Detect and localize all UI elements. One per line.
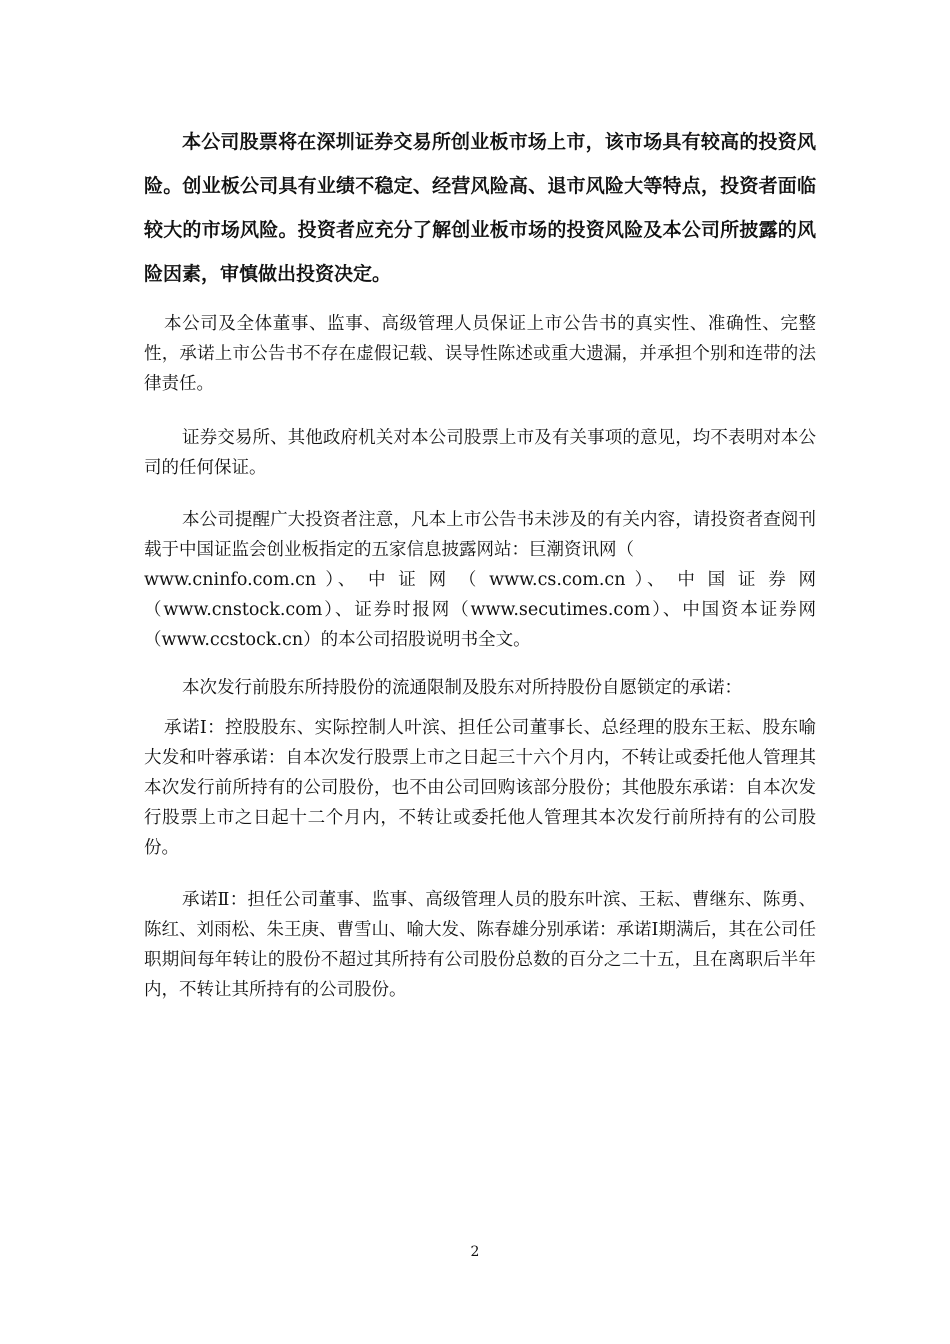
no-guarantee-paragraph: 证券交易所、其他政府机关对本公司股票上市及有关事项的意见，均不表明对本公司的任何保证。 [144, 428, 816, 478]
reminder-tail: （www.cnstock.com）、证券时报网（www.secutimes.com）、中国资本证券网（www.ccstock.cn）的本公司招股说明书全文。 [144, 600, 816, 650]
guarantee-paragraph: 本公司及全体董事、监事、高级管理人员保证上市公告书的真实性、准确性、完整性，承诺上市公告书不存在虚假记载、误导性陈述或重大遗漏，并承担个别和连带的法律责任。 [144, 314, 816, 394]
risk-notice-paragraph: 本公司股票将在深圳证券交易所创业板市场上市，该市场具有较高的投资风险。创业板公司具有业绩不稳定、经营风险高、退市风险大等特点，投资者面临较大的市场风险。投资者应充分了解创业板市场的投资风险及本公司所披露的风险因素，审慎做出投资决定。 [144, 131, 816, 285]
commitment-1-paragraph: 承诺Ⅰ：控股股东、实际控制人叶滨、担任公司董事长、总经理的股东王耘、股东喻大发和叶蓉承诺：自本次发行股票上市之日起三十六个月内，不转让或委托他人管理其本次发行前所持有的公司股份，也不由公司回购该部分股份；其他股东承诺：自本次发行股票上市之日起十二个月内，不转让或委托他人管理其本次发行前所持有的公司股份。 [144, 718, 816, 858]
reminder-paragraph [144, 505, 816, 655]
commitment-2-paragraph: 承诺Ⅱ：担任公司董事、监事、高级管理人员的股东叶滨、王耘、曹继东、陈勇、陈红、刘雨松、朱王庚、曹雪山、喻大发、陈春雄分别承诺：承诺Ⅰ期满后，其在公司任职期间每年转让的股份不超过其所持有公司股份总数的百分之二十五，且在离职后半年内，不转让其所持有的公司股份。 [144, 890, 816, 1000]
reminder-urls-line: www.cninfo.com.cn ）、 中 证 网 （ www.cs.com.cn ）、 中 国 证 券 网 [144, 570, 816, 590]
reminder-intro: 本公司提醒广大投资者注意，凡本上市公告书未涉及的有关内容，请投资者查阅刊载于中国证监会创业板指定的五家信息披露网站：巨潮资讯网（ [144, 510, 816, 560]
page-number: 2 [470, 1244, 480, 1260]
lockup-title-paragraph: 本次发行前股东所持股份的流通限制及股东对所持股份自愿锁定的承诺： [182, 678, 742, 698]
